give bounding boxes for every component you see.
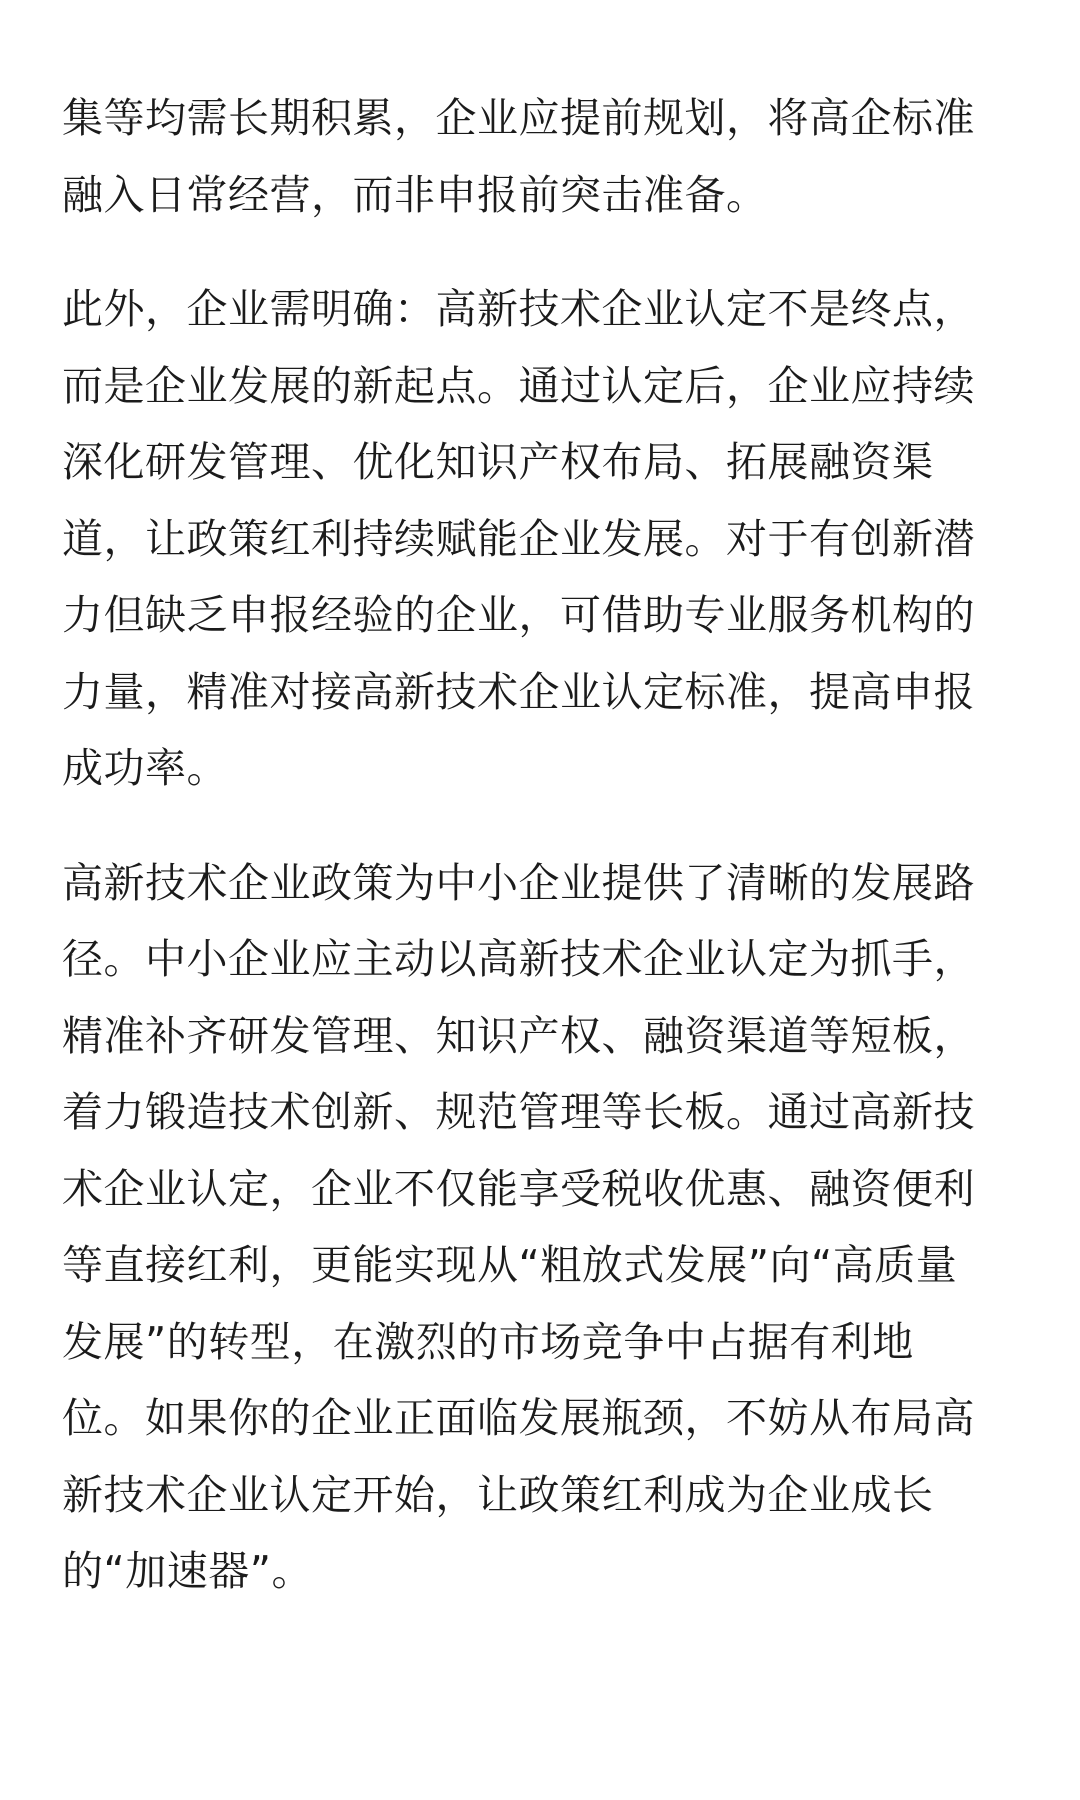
text-line: 位。如果你的企业正面临发展瓶颈，不妨从布局高 — [62, 1394, 975, 1442]
text-line: 术企业认定，企业不仅能享受税收优惠、融资便利 — [62, 1164, 975, 1213]
text-line: 发展”的转型，在激烈的市场竞争中占据有利地 — [62, 1317, 914, 1366]
text-line: 融入日常经营，而非申报前突击准备。 — [62, 170, 768, 219]
text-line: 着力锻造技术创新、规范管理等长板。通过高新技 — [62, 1088, 975, 1136]
text-line: 道，让政策红利持续赋能企业发展。对于有创新潜 — [62, 514, 975, 563]
text-line: 集等均需长期积累，企业应提前规划，将高企标准 — [62, 94, 975, 142]
text-line: 径。中小企业应主动以高新技术企业认定为抓手， — [62, 935, 975, 983]
paragraph-2 — [62, 271, 1028, 807]
text-line: 力量，精准对接高新技术企业认定标准，提高申报 — [62, 667, 975, 716]
paragraph-1 — [62, 80, 1028, 233]
text-line: 而是企业发展的新起点。通过认定后，企业应持续 — [62, 361, 975, 410]
article-body — [62, 80, 1028, 1610]
text-line: 新技术企业认定开始，让政策红利成为企业成长 — [62, 1470, 934, 1519]
paragraph-gap — [62, 807, 1028, 845]
text-line: 高新技术企业政策为中小企业提供了清晰的发展路 — [62, 858, 975, 907]
text-line: 此外，企业需明确：高新技术企业认定不是终点， — [62, 285, 975, 333]
paragraph-gap — [62, 233, 1028, 271]
text-line: 力但缺乏申报经验的企业，可借助专业服务机构的 — [62, 591, 975, 639]
text-line: 等直接红利，更能实现从“粗放式发展”向“高质量 — [62, 1241, 958, 1289]
text-line: 的“加速器”。 — [62, 1547, 313, 1595]
text-line: 精准补齐研发管理、知识产权、融资渠道等短板， — [62, 1011, 975, 1060]
text-line: 深化研发管理、优化知识产权布局、拓展融资渠 — [62, 438, 934, 486]
text-line: 成功率。 — [62, 744, 228, 792]
paragraph-3 — [62, 845, 1028, 1610]
